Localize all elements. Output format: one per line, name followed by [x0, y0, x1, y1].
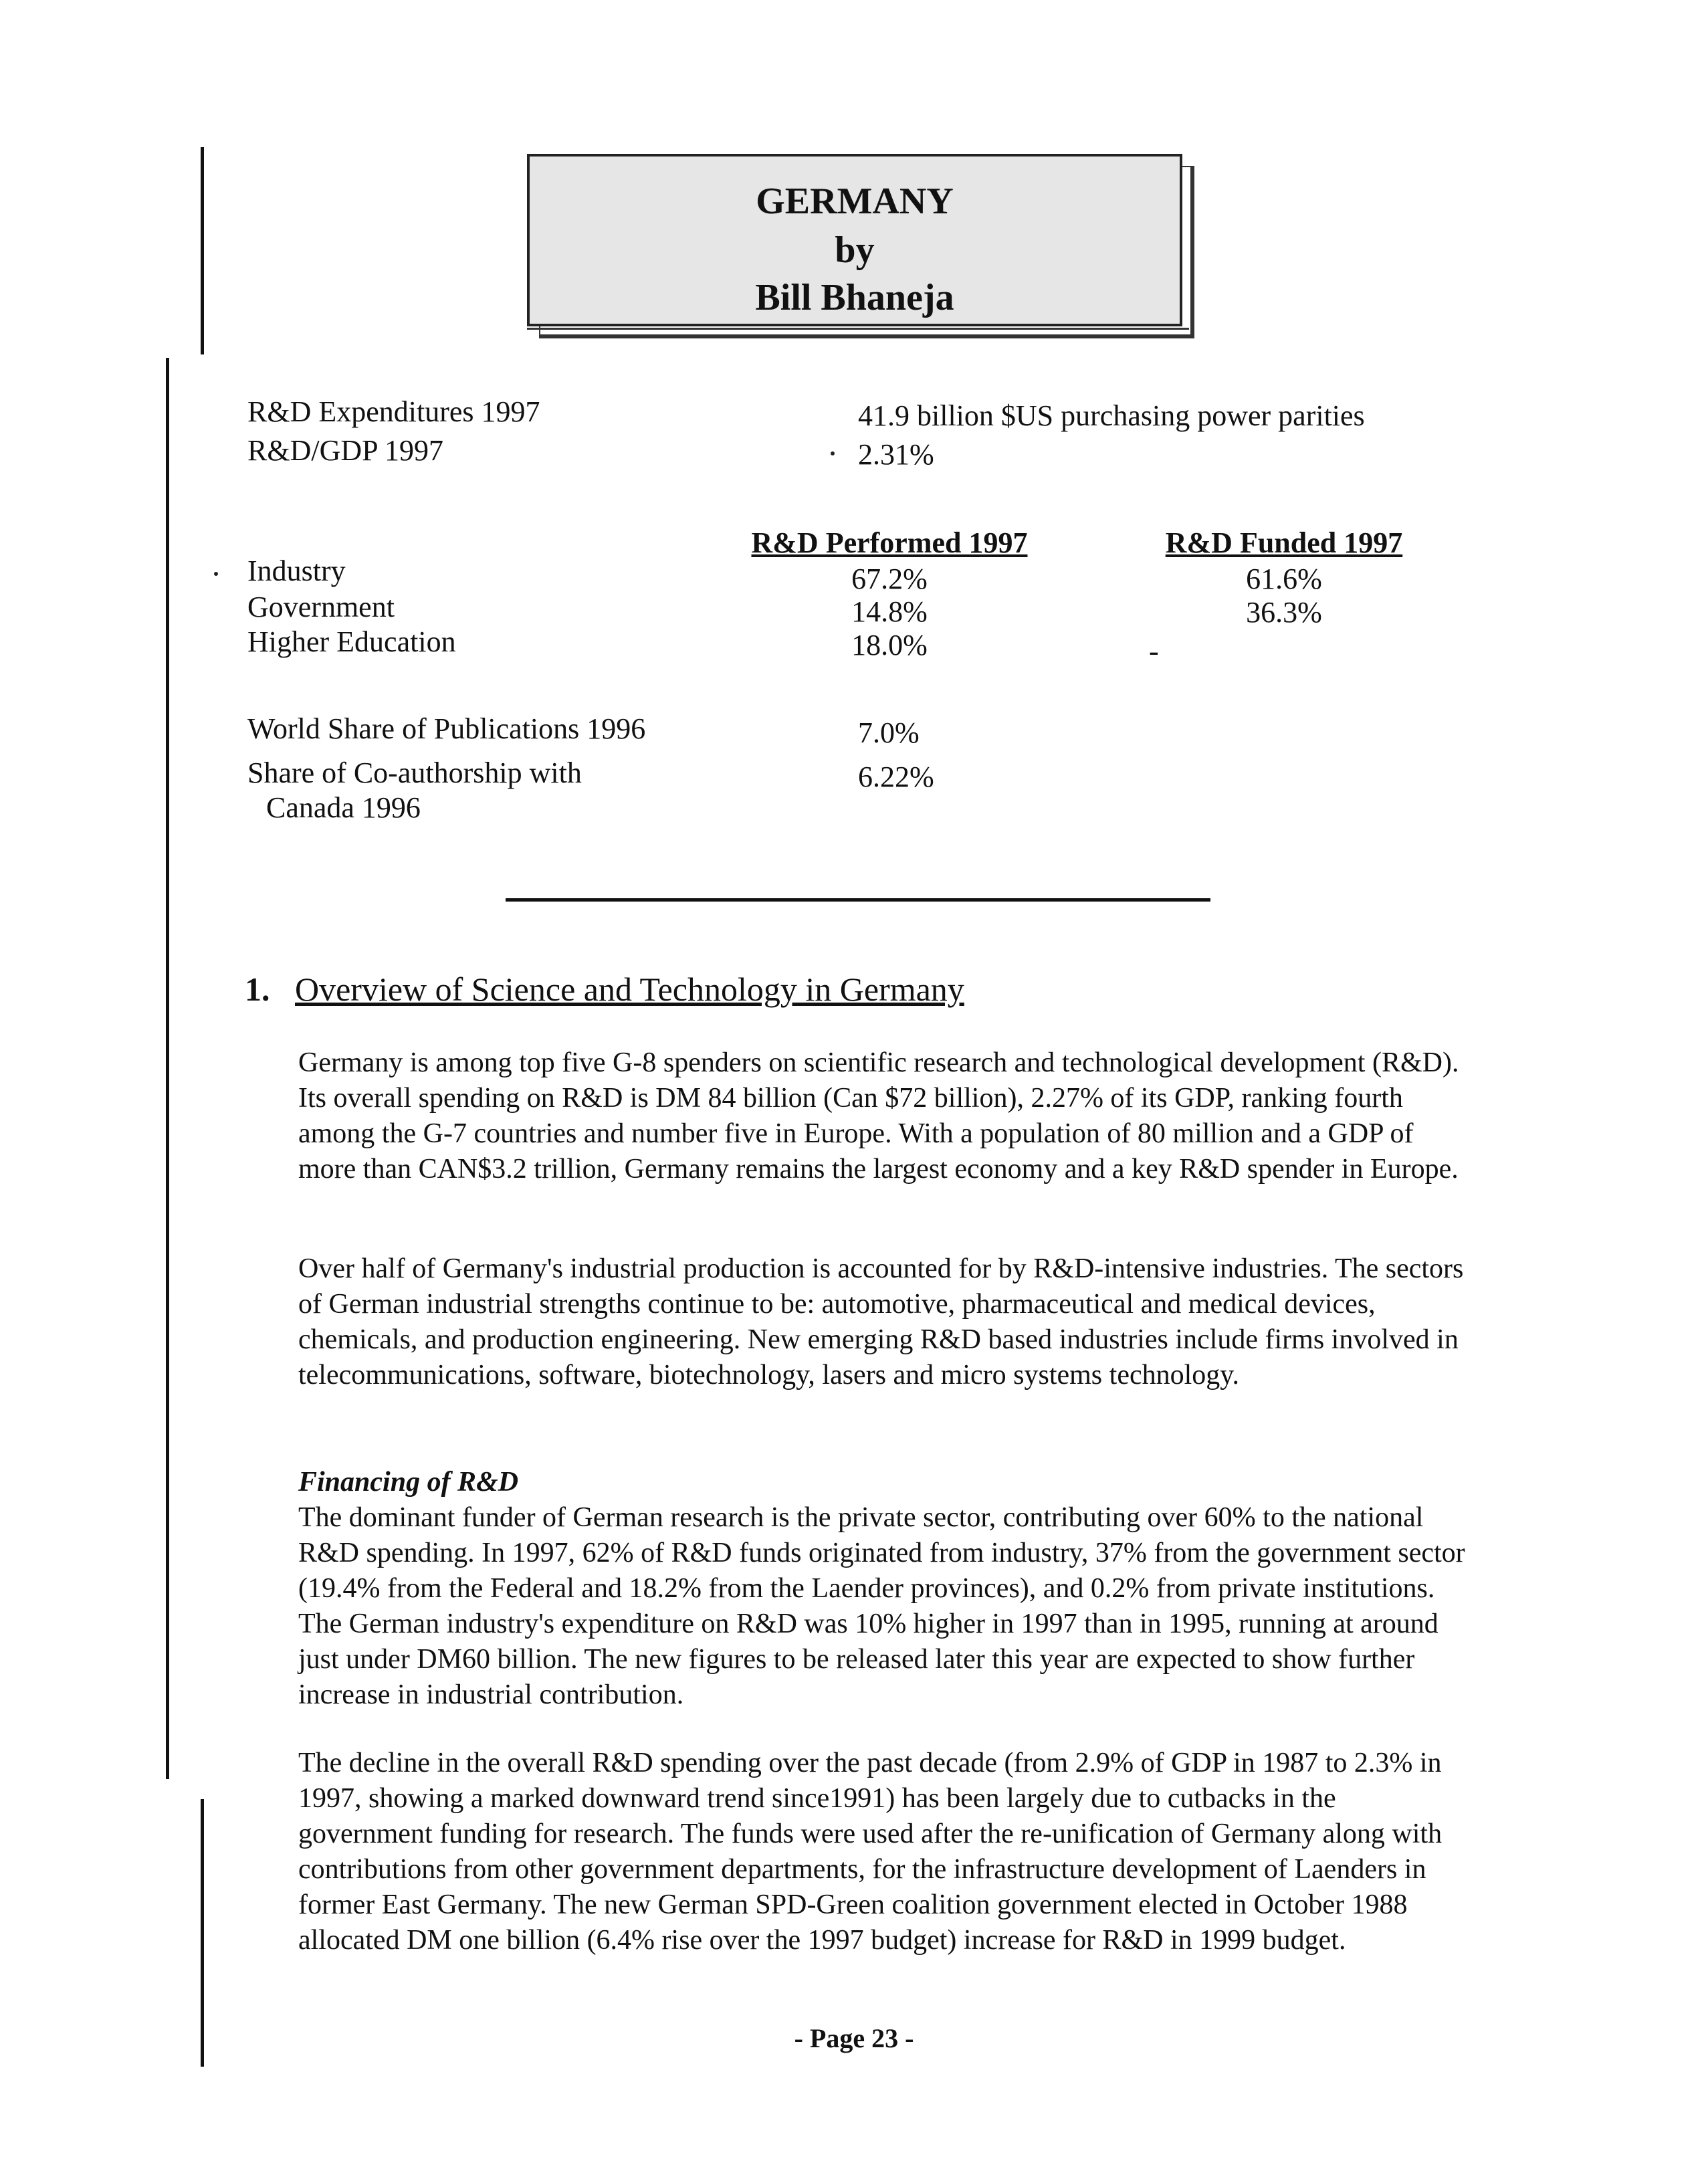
margin-bar-top: [201, 147, 204, 354]
paragraph-text: Over half of Germany's industrial production is accounted for by R&D-intensive industries. The sectors of German industrial strengths continue to be: automotive, pharmaceutical and medical devices, chemicals, and production engineering. New emerging R&D based industries include firms involved in telecommunications, software, biotechnology, lasers and micro systems technology.: [298, 1253, 1464, 1390]
col-header-funded: R&D Funded 1997: [1165, 526, 1403, 559]
paragraph-4: [298, 1746, 1475, 1958]
paragraph-text: The dominant funder of German research is the private sector, contributing over 60% to the national R&D spending. In 1997, 62% of R&D funds originated from industry, 37% from the government sector (19.4% from the Federal and 18.2% from the Laender provinces), and 0.2% from private institutions. The German industry's expenditure on R&D was 10% higher in 1997 than in 1995, running at around just under DM60 billion. The new figures to be released later this year are expected to show further increase in industrial contribution.: [298, 1502, 1465, 1710]
section-heading: [245, 970, 964, 1009]
paragraph-text: Germany is among top five G-8 spenders on scientific research and technological development (R&D). Its overall spending on R&D is DM 84 billion (Can $72 billion), 2.27% of its GDP, ranking fourth among the G-7 countries and number five in Europe. With a population of 80 million and a GDP of more than CAN$3.2 trillion, Germany remains the largest economy and a key R&D spender in Europe.: [298, 1047, 1459, 1184]
table-cell-industry-funded: 61.6%: [1246, 562, 1322, 595]
pub-label-world-share: World Share of Publications 1996: [247, 712, 646, 745]
subheading-financing: Financing of R&D: [298, 1467, 519, 1497]
pub-value-coauthorship: 6.22%: [858, 760, 934, 793]
section-title: Overview of Science and Technology in Germany: [295, 970, 964, 1008]
summary-value-gdp: 2.31%: [858, 438, 934, 471]
title-author: Bill Bhaneja: [755, 277, 954, 318]
table-cell-higher-education-performed: 18.0%: [851, 629, 928, 661]
table-cell-higher-education-funded: -: [1149, 635, 1159, 667]
paragraph-3: [298, 1465, 1475, 1713]
section-number: 1.: [245, 970, 270, 1008]
col-header-performed: R&D Performed 1997: [751, 526, 1028, 559]
table-cell-government-funded: 36.3%: [1246, 596, 1322, 629]
summary-value-expenditures: 41.9 billion $US purchasing power parities: [858, 399, 1365, 432]
table-row-label-government: Government: [247, 591, 395, 623]
summary-label-gdp: R&D/GDP 1997: [247, 434, 443, 467]
margin-bar-bottom: [166, 358, 169, 1779]
speck: [831, 451, 835, 455]
pub-label-coauthorship-line2: Canada 1996: [266, 791, 421, 824]
pub-label-coauthorship-line1: Share of Co-authorship with: [247, 756, 582, 789]
paragraph-2: [298, 1251, 1475, 1393]
pub-value-world-share: 7.0%: [858, 716, 920, 749]
speck: [214, 572, 218, 576]
title-country: GERMANY: [756, 181, 954, 222]
section-divider: [506, 898, 1210, 902]
table-row-label-industry: Industry: [247, 554, 346, 587]
page-number: - Page 23 -: [794, 2023, 914, 2053]
title-by: by: [835, 229, 875, 271]
title-box: [527, 154, 1182, 326]
paragraph-text: The decline in the overall R&D spending over the past decade (from 2.9% of GDP in 1987 to 2.3% in 1997, showing a marked downward trend since1991) has been largely due to cutbacks in the government funding for research. The funds were used after the re-unification of Germany along with contributions from other government departments, for the infrastructure development of Laenders in former East Germany. The new German SPD-Green coalition government elected in October 1988 allocated DM one billion (6.4% rise over the 1997 budget) increase for R&D in 1999 budget.: [298, 1748, 1443, 1956]
summary-label-expenditures: R&D Expenditures 1997: [247, 395, 540, 428]
table-cell-government-performed: 14.8%: [851, 595, 928, 628]
table-cell-industry-performed: 67.2%: [851, 562, 928, 595]
table-row-label-higher-education: Higher Education: [247, 625, 456, 658]
paragraph-1: [298, 1045, 1475, 1187]
title-underline: [527, 328, 1189, 330]
